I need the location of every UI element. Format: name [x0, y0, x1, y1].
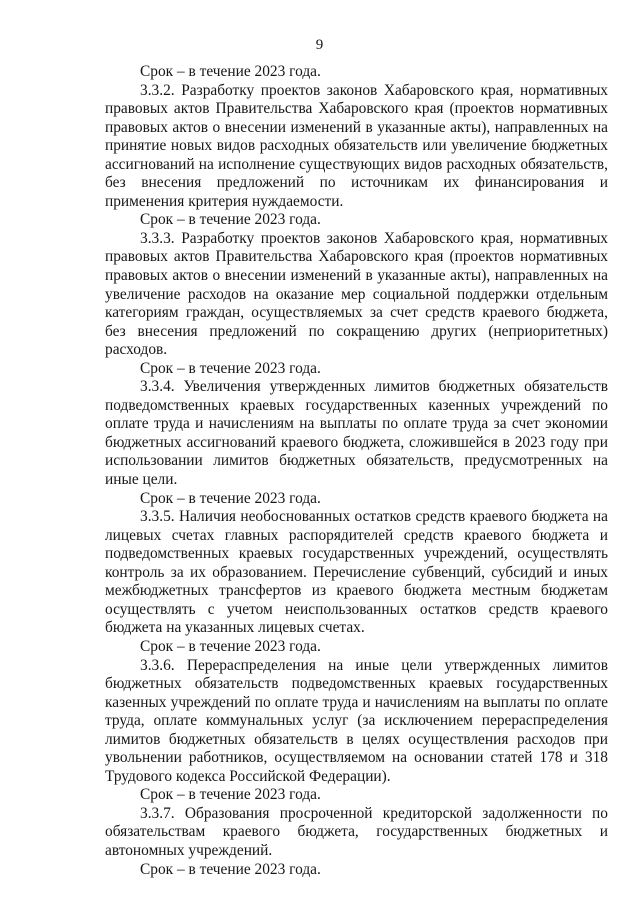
deadline-text: Срок – в течение 2023 года.	[140, 786, 321, 804]
deadline-text: Срок – в течение 2023 года.	[140, 860, 321, 878]
page-number: 9	[315, 37, 324, 53]
clause-3-3-6: 3.3.6. Перераспределения на иные цели утвержденных лимитов бюджетных обязательств подведомственных краевых государственных казенных учреждений по оплате труда и начислениям на выплаты по оплате труда, оплате коммунальных услуг (за исключением перераспределения лимитов бюджетных обязательств в целях осуществления расходов при увольнении работников, осуществляемом на основании статей 178 и 318 Трудового кодекса Российской Федерации).	[105, 656, 608, 785]
clause-3-3-7: 3.3.7. Образования просроченной кредиторской задолженности по обязательствам краевого бюджета, государственных бюджетных и автономных учреждений.	[105, 804, 608, 859]
deadline-text: Срок – в течение 2023 года.	[140, 489, 321, 507]
deadline-text: Срок – в течение 2023 года.	[140, 211, 321, 229]
clause-3-3-2: 3.3.2. Разработку проектов законов Хабаровского края, нормативных правовых актов Правительства Хабаровского края (проектов нормативных правовых актов о внесении изменений в указанные акты), направленных на принятие новых видов расходных обязательств или увеличение бюджетных ассигнований на исполнение существующих видов расходных обязательств, без внесения предложений по источникам их финансирования и применения критерия нуждаемости.	[105, 81, 608, 210]
clause-3-3-5: 3.3.5. Наличия необоснованных остатков средств краевого бюджета на лицевых счетах главных распорядителей средств краевого бюджета и подведомственных краевых государственных учреждений, осуществлять контроль за их образованием. Перечисление субвенций, субсидий и иных межбюджетных трансфертов из краевого бюджета местным бюджетам осуществлять с учетом неиспользованных остатков средств краевого бюджета на указанных лицевых счетах.	[105, 508, 608, 637]
deadline-text: Срок – в течение 2023 года.	[140, 359, 321, 377]
document-body	[105, 63, 608, 879]
clause-3-3-3: 3.3.3. Разработку проектов законов Хабаровского края, нормативных правовых актов Правительства Хабаровского края (проектов нормативных правовых актов о внесении изменений в указанные акты), направленных на увеличение расходов на оказание мер социальной поддержки отдельным категориям граждан, осуществляемых за счет средств краевого бюджета, без внесения предложений по сокращению других (неприоритетных) расходов.	[105, 229, 608, 359]
deadline-text: Срок – в течение 2023 года.	[140, 63, 321, 80]
deadline-text: Срок – в течение 2023 года.	[140, 637, 321, 655]
clause-3-3-4: 3.3.4. Увеличения утвержденных лимитов бюджетных обязательств подведомственных краевых государственных казенных учреждений по оплате труда и начислениям на выплаты по оплате труда за счет экономии бюджетных ассигнований краевого бюджета, сложившейся в 2023 году при использовании лимитов бюджетных обязательств, предусмотренных на иные цели.	[105, 378, 608, 489]
